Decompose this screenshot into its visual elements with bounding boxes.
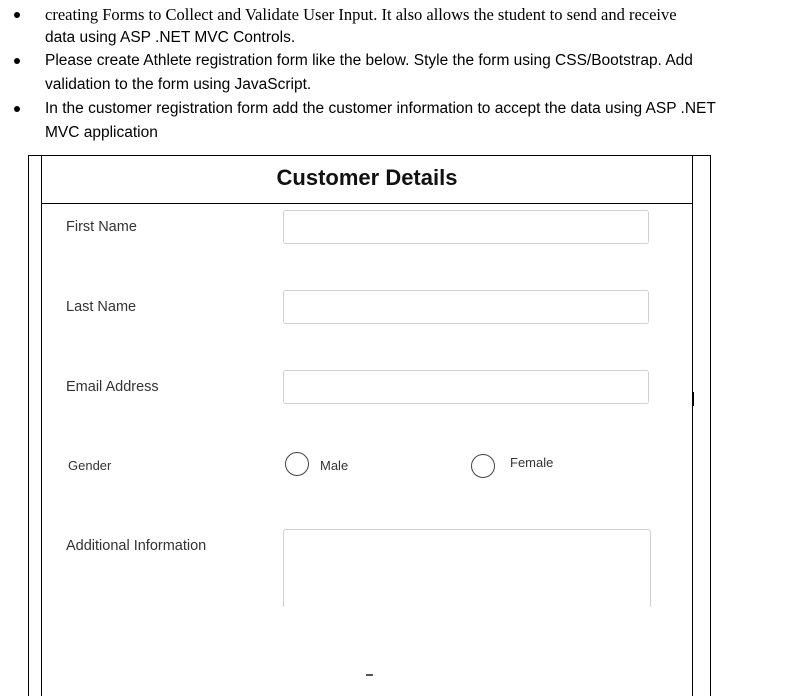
customer-details-form [41, 155, 693, 696]
first-name-input[interactable] [283, 210, 649, 244]
additional-info-label: Additional Information [66, 538, 207, 554]
form-title: Customer Details [276, 165, 458, 190]
last-name-label: Last Name [66, 299, 137, 315]
instruction-line: data using ASP .NET MVC Controls. [45, 29, 296, 46]
form-header [42, 156, 692, 204]
gender-male-label: Male [320, 458, 349, 473]
bullet-icon [14, 106, 20, 112]
instruction-line: MVC application [45, 124, 158, 141]
bullet-icon [14, 58, 20, 64]
gender-label: Gender [68, 458, 112, 473]
email-input[interactable] [283, 370, 649, 404]
first-name-label: First Name [66, 219, 137, 235]
email-label: Email Address [66, 379, 159, 395]
scroll-hint-mark [366, 674, 373, 676]
gender-female-label: Female [510, 455, 554, 470]
gender-female-radio[interactable] [471, 454, 495, 478]
additional-info-textarea[interactable] [283, 529, 651, 607]
instruction-line: In the customer registration form add the customer information to accept the data using ASP .NET [45, 100, 716, 117]
instruction-line: validation to the form using JavaScript. [45, 76, 312, 93]
gender-male-radio[interactable] [285, 452, 309, 476]
last-name-input[interactable] [283, 290, 649, 324]
instruction-line: Please create Athlete registration form like the below. Style the form using CSS/Bootstrap. Add [45, 52, 693, 69]
bullet-icon [14, 12, 20, 18]
instruction-line: creating Forms to Collect and Validate User Input. It also allows the student to send and receive [45, 5, 677, 24]
